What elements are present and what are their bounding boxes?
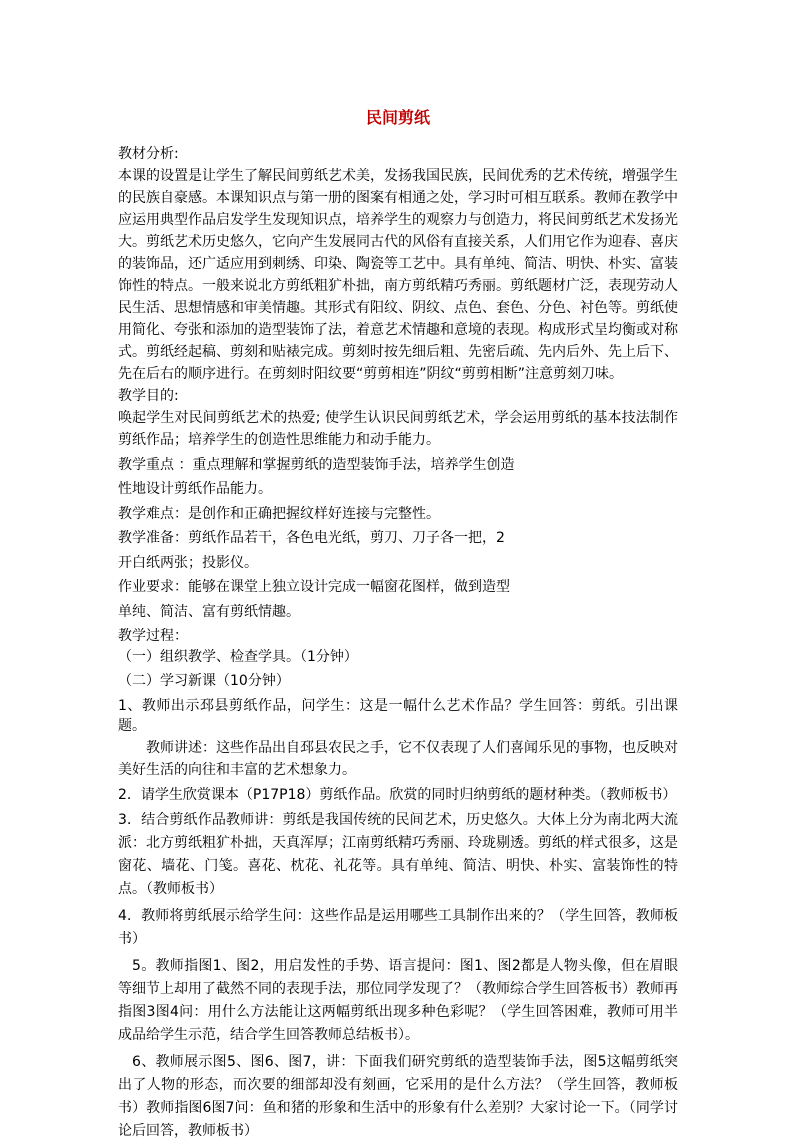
homework-line2: 单纯、简洁、富有剪纸情趣。 — [118, 603, 300, 620]
homework-line1: 作业要求：能够在课堂上独立设计完成一幅窗花图样，做到造型 — [118, 579, 510, 595]
step-new-lesson: （二）学习新课（10分钟） — [118, 673, 290, 689]
difficulty-line: 教学难点：是创作和正确把握纹样好连接与完整性。 — [118, 505, 440, 522]
item-1: 1、教师出示邳县剪纸作品，问学生：这是一幅什么艺术作品？学生回答：剪纸。引出课题。 — [118, 697, 678, 734]
prep-line1: 教学准备：剪纸作品若干，各色电光纸，剪刀、刀子各一把，2 — [118, 530, 505, 546]
item-2: 2．请学生欣赏课本（P17P18）剪纸作品。欣赏的同时归纳剪纸的题材种类。（教师板书） — [118, 786, 677, 803]
item-3: 3．结合剪纸作品教师讲：剪纸是我国传统的民间艺术，历史悠久。大体上分为南北两大流派：北方剪纸粗犷朴拙，天真浑厚；江南剪纸精巧秀丽、玲珑剔透。剪纸的样式很多，这是窗花、墙花、门笺。喜花、枕花、礼花等。具有单纯、简洁、明快、朴实、富装饰性的特点。（教师板书） — [118, 812, 678, 897]
key-point-line1: 教学重点 ：重点理解和掌握剪纸的造型装饰手法，培养学生创造 — [118, 456, 515, 473]
document-page — [118, 108, 678, 1143]
key-point-line2: 性地设计剪纸作品能力。 — [118, 481, 272, 497]
prep-line2: 开白纸两张；投影仪。 — [118, 554, 258, 571]
page-title: 民间剪纸 — [365, 108, 430, 127]
item-6: 6、教师展示图5、图6、图7，讲：下面我们研究剪纸的造型装饰手法，图5这幅剪纸突出了人物的形态，而次要的细部却没有刻画，它采用的是什么方法？（学生回答，教师板书）教师指图6图7问：鱼和猪的形象和生活中的形象有什么差别？大家讨论一下。（同学讨论后回答，教师板书） — [118, 1054, 678, 1139]
goal-heading: 教学目的: — [118, 387, 179, 404]
step-organize: （一）组织教学、检查学具。（1分钟） — [118, 648, 358, 665]
goal-body: 唤起学生对民间剪纸艺术的热爱; 使学生认识民间剪纸艺术，学会运用剪纸的基本技法制作剪纸作品；培养学生的创造性思维能力和动手能力。 — [118, 409, 678, 448]
process-heading: 教学过程： — [118, 628, 188, 644]
material-body: 本课的设置是让学生了解民间剪纸艺术美，发扬我国民族，民间优秀的艺术传统，增强学生的民族自豪感。本课知识点与第一册的图案有相通之处，学习时可相互联系。教师在教学中应运用典型作品启发学生发现知识点，培养学生的观察力与创造力，将民间剪纸艺术发扬光大。剪纸艺术历史悠久，它向产生发展同古代的风俗有直接关系，人们用它作为迎春、喜庆的装饰品，还广适应用到刺绣、印染、陶瓷等工艺中。具有单纯、简洁、明快、朴实、富装饰性的特点。一般来说北方剪纸粗犷朴拙，南方剪纸精巧秀丽。剪纸题材广泛，表现劳动人民生活、思想情感和审美情趣。其形式有阳纹、阴纹、点色、套色、分色、衬色等。剪纸使用简化、夸张和添加的造型装饰了法，着意艺术情趣和意境的表现。构成形式呈均衡或对称式。剪纸经起稿、剪刻和贴裱完成。剪刻时按先细后粗、先密后疏、先内后外、先上后下、先在后右的顺序进行。在剪刻时阳纹要“剪剪相连”阴纹“剪剪相断”注意剪刻刀味。 — [118, 167, 678, 382]
item-1-continued: 教师讲述：这些作品出自邳县农民之手，它不仅表现了人们喜闻乐见的事物，也反映对美好生活的向往和丰富的艺术想象力。 — [118, 739, 678, 778]
item-5: 5。教师指图1、图2，用启发性的手势、语言提问：图1、图2都是人物头像，但在眉眼等细节上却用了截然不同的表现手法，那位同学发现了？（教师综合学生回答板书）教师再指图3图4问：用什么方法能让这两幅剪纸出现多种色彩呢？（学生回答困难，教师可用半成品给学生示范，结合学生回答教师总结板书）。 — [118, 958, 678, 1043]
item-4: 4．教师将剪纸展示给学生问：这些作品是运用哪些工具制作出来的？（学生回答，教师板书） — [118, 908, 678, 947]
material-heading: 教材分析: — [118, 146, 179, 162]
